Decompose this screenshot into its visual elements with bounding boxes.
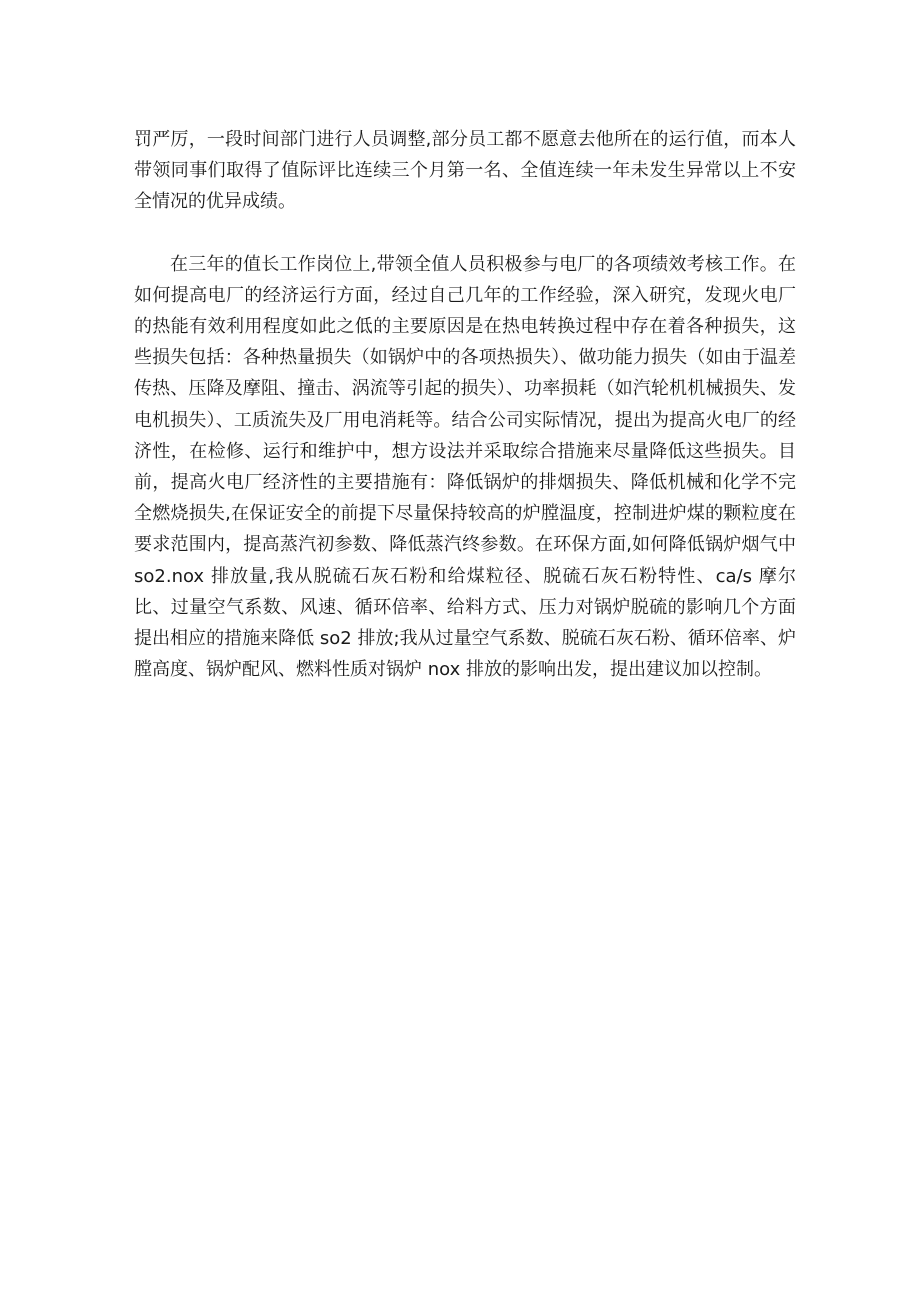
paragraph-continuation: 罚严厉，一段时间部门进行人员调整,部分员工都不愿意去他所在的运行值，而本人带领同事们取得了值际评比连续三个月第一名、全值连续一年未发生异常以上不安全情况的优异成绩。: [134, 129, 796, 213]
paragraph-work-summary: 在三年的值长工作岗位上,带领全值人员积极参与电厂的各项绩效考核工作。在如何提高电厂的经济运行方面，经过自己几年的工作经验，深入研究，发现火电厂的热能有效利用程度如此之低的主要原因是在热电转换过程中存在着各种损失，这些损失包括：各种热量损失（如锅炉中的各项热损失）、做功能力损失（如由于温差传热、压降及摩阻、撞击、涡流等引起的损失）、功率损耗（如汽轮机机械损失、发电机损失）、工质流失及厂用电消耗等。结合公司实际情况，提出为提高火电厂的经济性，在检修、运行和维护中，想方设法并采取综合措施来尽量降低这些损失。目前，提高火电厂经济性的主要措施有：降低锅炉的排烟损失、降低机械和化学不完全燃烧损失,在保证安全的前提下尽量保持较高的炉膛温度，控制进炉煤的颗粒度在要求范围内，提高蒸汽初参数、降低蒸汽终参数。在环保方面,如何降低锅炉烟气中 so2.nox 排放量,我从脱硫石灰石粉和给煤粒径、脱硫石灰石粉特性、ca/s 摩尔比、过量空气系数、风速、循环倍率、给料方式、压力对锅炉脱硫的影响几个方面提出相应的措施来降低 so2 排放;我从过量空气系数、脱硫石灰石粉、循环倍率、炉膛高度、锅炉配风、燃料性质对锅炉 nox 排放的影响出发，提出建议加以控制。: [134, 253, 796, 681]
document-body: [134, 124, 796, 685]
